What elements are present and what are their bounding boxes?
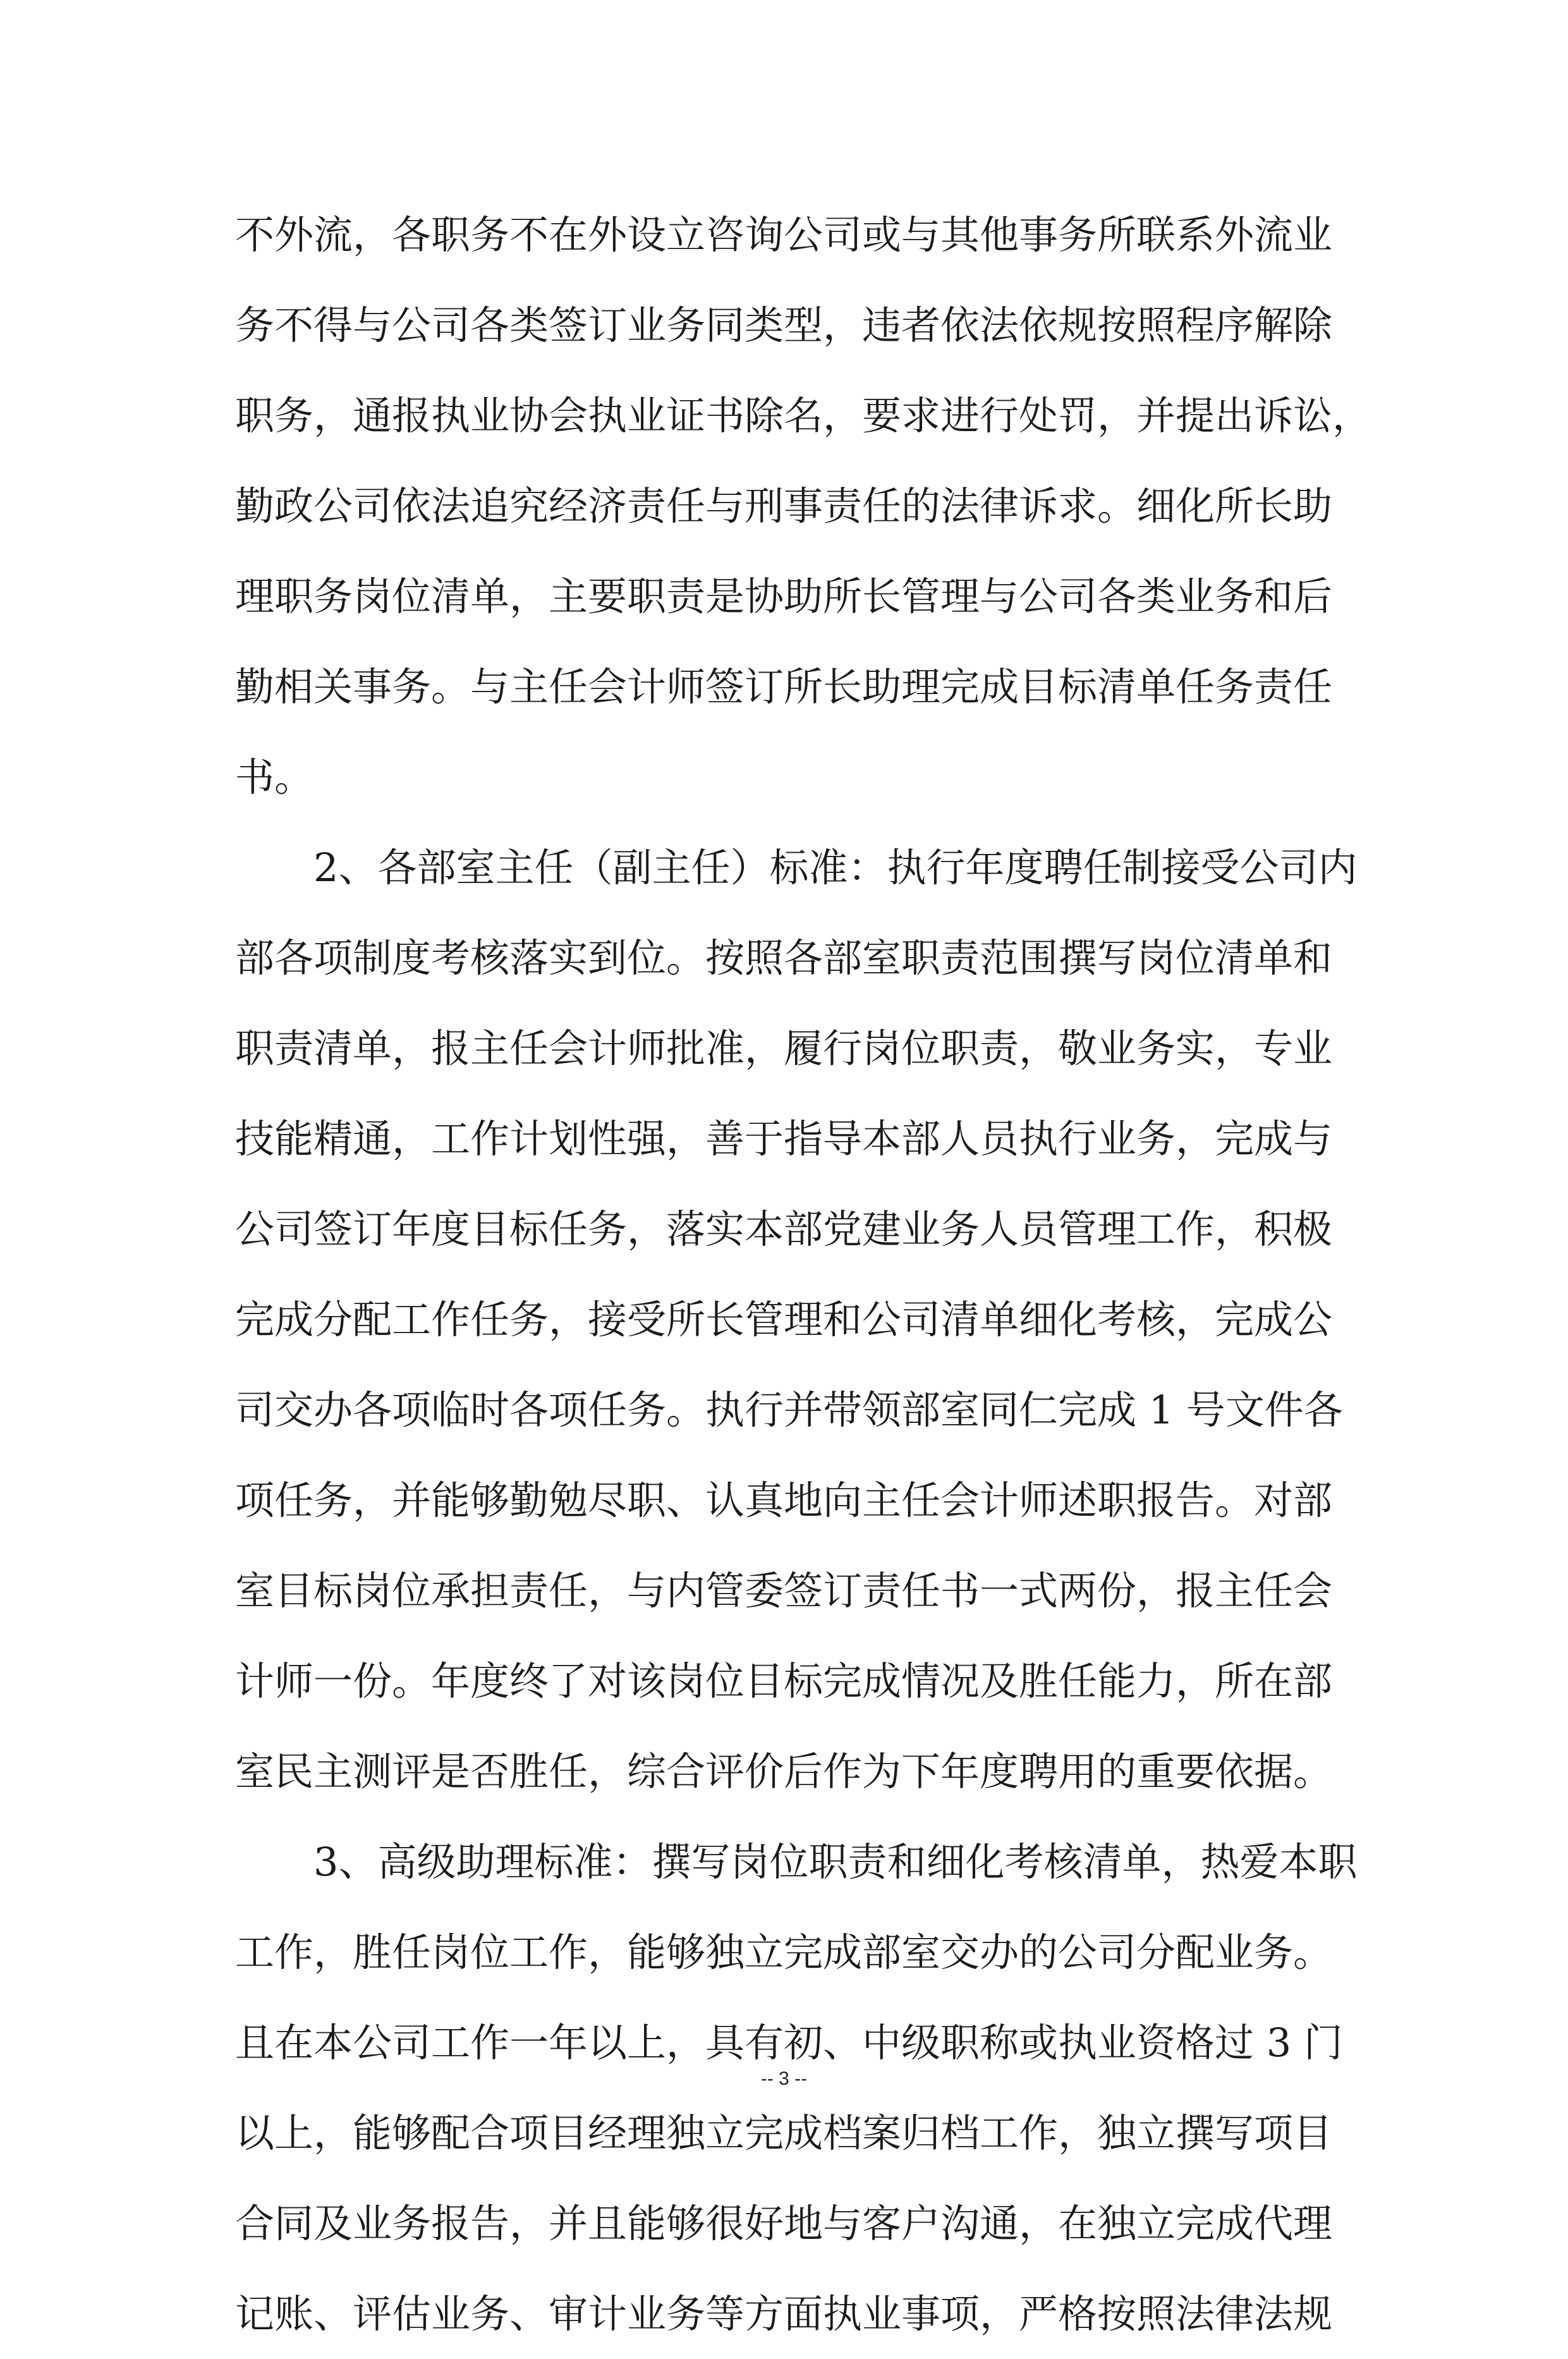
text-line: 务不得与公司各类签订业务同类型，违者依法依规按照程序解除 (235, 302, 1333, 348)
page-number: -- 3 -- (760, 2068, 808, 2089)
text-line: 计师一份。年度终了对该岗位目标完成情况及胜任能力，所在部 (235, 1658, 1333, 1704)
text-line: 以上，能够配合项目经理独立完成档案归档工作，独立撰写项目 (235, 2110, 1333, 2156)
paragraph (235, 822, 1358, 1817)
text-line: 司交办各项临时各项任务。执行并带领部室同仁完成 1 号文件各 (235, 1387, 1343, 1433)
paragraph (235, 190, 1372, 822)
text-line: 室民主测评是否胜任，综合评价后作为下年度聘用的重要依据。 (235, 1748, 1333, 1795)
text-line: 部各项制度考核落实到位。按照各部室职责范围撰写岗位清单和 (235, 935, 1333, 981)
text-line: 且在本公司工作一年以上，具有初、中级职称或执业资格过 3 门 (235, 2020, 1343, 2066)
text-line: 记账、评估业务、审计业务等方面执业事项，严格按照法律法规 (235, 2291, 1333, 2337)
text-line: 3、高级助理标准：撰写岗位职责和细化考核清单，热爱本职 (235, 1839, 1358, 1885)
text-line: 不外流，各职务不在外设立咨询公司或与其他事务所联系外流业 (235, 212, 1333, 258)
text-line: 勤相关事务。与主任会计师签订所长助理完成目标清单任务责任 (235, 664, 1333, 710)
text-line: 2、各部室主任（副主任）标准：执行年度聘任制接受公司内 (235, 844, 1358, 891)
text-line: 完成分配工作任务，接受所长管理和公司清单细化考核，完成公 (235, 1296, 1333, 1343)
text-line: 勤政公司依法追究经济责任与刑事责任的法律诉求。细化所长助 (235, 483, 1333, 529)
body-text (235, 190, 1372, 2359)
text-line: 职务，通报执业协会执业证书除名，要求进行处罚，并提出诉讼， (235, 393, 1372, 439)
text-line: 技能精通，工作计划性强，善于指导本部人员执行业务，完成与 (235, 1116, 1333, 1162)
text-line: 书。 (235, 754, 314, 800)
text-line: 工作，胜任岗位工作，能够独立完成部室交办的公司分配业务。 (235, 1929, 1333, 1975)
text-line: 合同及业务报告，并且能够很好地与客户沟通，在独立完成代理 (235, 2200, 1333, 2246)
text-line: 理职务岗位清单，主要职责是协助所长管理与公司各类业务和后 (235, 573, 1333, 619)
text-line: 职责清单，报主任会计师批准，履行岗位职责，敬业务实，专业 (235, 1025, 1333, 1071)
text-line: 室目标岗位承担责任，与内管委签订责任书一式两份，报主任会 (235, 1568, 1333, 1614)
text-line: 公司签订年度目标任务，落实本部党建业务人员管理工作，积极 (235, 1206, 1333, 1252)
text-line: 项任务，并能够勤勉尽职、认真地向主任会计师述职报告。对部 (235, 1477, 1333, 1523)
